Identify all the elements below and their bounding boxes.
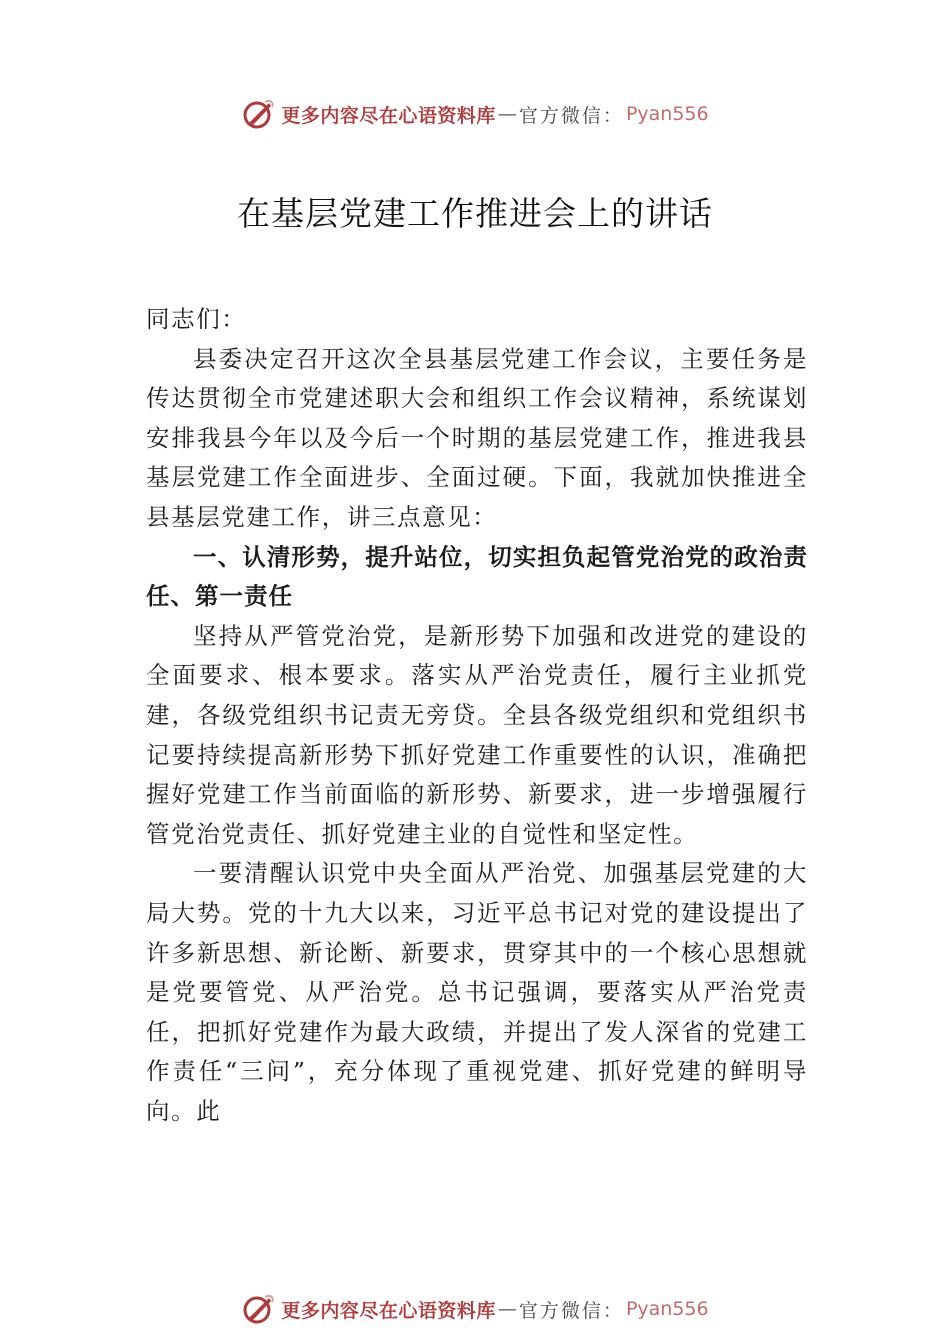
banner-separator: — bbox=[497, 103, 517, 125]
paragraph: 坚持从严管党治党，是新形势下加强和改进党的建设的全面要求、根本要求。落实从严治党责任，履行主业抓党建，各级党组织书记责无旁贷。全县各级党组织和党组织书记要持续提高新形势下抓好党建工作重要性的认识，准确把握好党建工作当前面临的新形势、新要求，进一步增强履行管党治党责任、抓好党建主业的自觉性和坚定性。 bbox=[146, 621, 808, 848]
quill-logo-icon bbox=[241, 97, 275, 131]
footer-watermark-banner bbox=[0, 1289, 950, 1329]
paragraph: 一要清醒认识党中央全面从严治党、加强基层党建的大局大势。党的十九大以来，习近平总书记对党的建设提出了许多新思想、新论断、新要求，贯穿其中的一个核心思想就是党要管党、从严治党。总书记强调，要落实从严治党责任，把抓好党建作为最大政绩，并提出了发人深省的党建工作责任“三问”，充分体现了重视党建、抓好党建的鲜明导向。此 bbox=[146, 859, 808, 1125]
paragraph: 县委决定召开这次全县基层党建工作会议，主要任务是传达贯彻全市党建述职大会和组织工作会议精神，系统谋划安排我县今年以及今后一个时期的基层党建工作，推进我县基层党建工作全面进步、全面过硬。下面，我就加快推进全县基层党建工作，讲三点意见： bbox=[146, 344, 808, 531]
section-heading: 一、认清形势，提升站位，切实担负起管党治党的政治责任、第一责任 bbox=[146, 542, 808, 611]
banner-brand-text: 更多内容尽在心语资料库 bbox=[281, 1299, 496, 1322]
banner-wechat-handle: Pyan556 bbox=[625, 103, 709, 125]
banner-brand-text: 更多内容尽在心语资料库 bbox=[281, 104, 496, 127]
header-watermark-banner bbox=[0, 94, 950, 134]
banner-wechat-label: 官方微信： bbox=[518, 1299, 624, 1322]
document-body bbox=[146, 300, 808, 1131]
banner-wechat-label: 官方微信： bbox=[518, 104, 624, 127]
banner-wechat-handle: Pyan556 bbox=[625, 1298, 709, 1320]
banner-separator: — bbox=[497, 1298, 517, 1320]
salutation: 同志们： bbox=[146, 305, 247, 333]
document-title: 在基层党建工作推进会上的讲话 bbox=[237, 194, 713, 233]
quill-logo-icon bbox=[241, 1292, 275, 1326]
